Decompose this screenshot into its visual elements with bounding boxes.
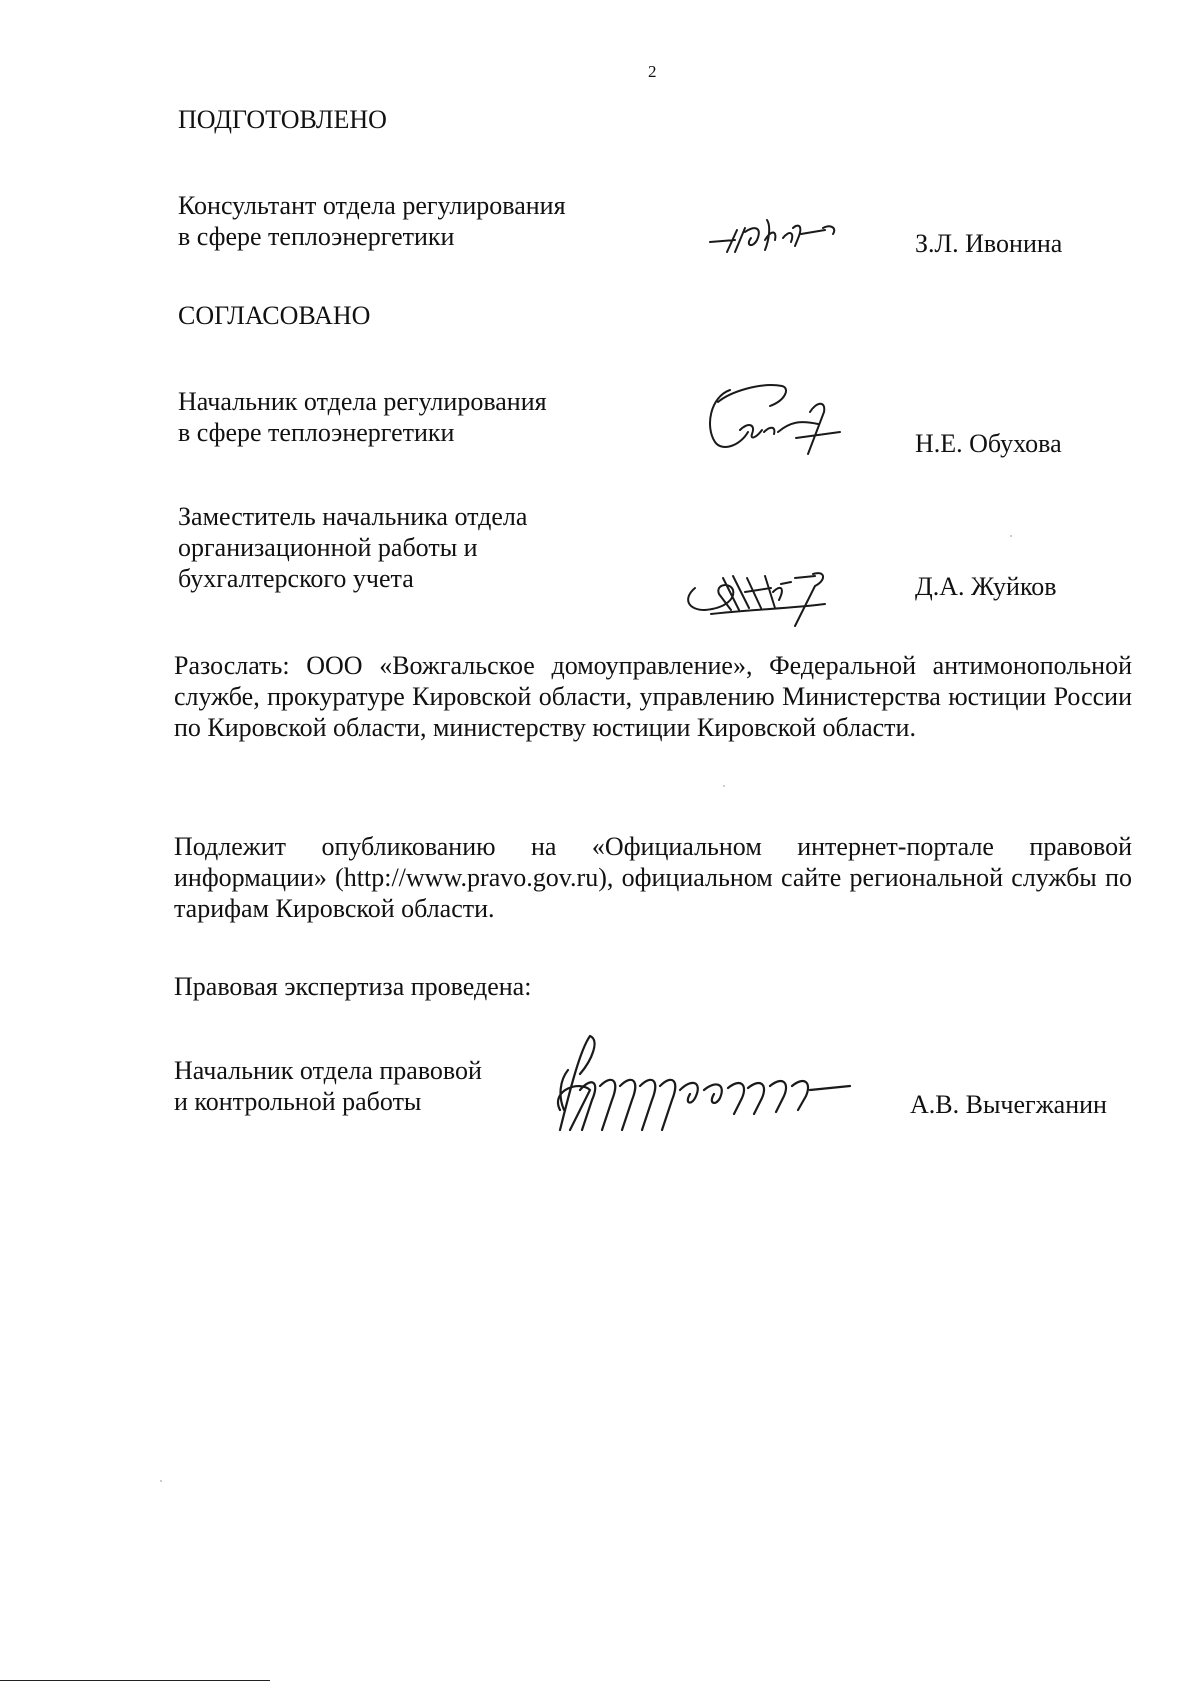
prepared-name: З.Л. Ивонина (915, 229, 1063, 258)
prepared-position-line1: Консультант отдела регулирования (178, 191, 566, 220)
legal-review-name: А.В. Вычегжанин (910, 1090, 1107, 1119)
legal-review-heading: Правовая экспертиза проведена: (174, 972, 532, 1001)
agreed-signer-1-line1: Начальник отдела регулирования (178, 387, 547, 416)
publication-paragraph: Подлежит опубликованию на «Официальном интернет-портале правовой информации» (http://www.pravo.gov.ru), официальном сайте региональной службы по тарифам Кировской области. (174, 832, 1132, 923)
signature-zhuykov (675, 548, 885, 628)
agreed-signer-1-name: Н.Е. Обухова (915, 429, 1062, 458)
agreed-signer-2-line1: Заместитель начальника отдела (178, 502, 528, 531)
legal-review-position-line1: Начальник отдела правовой (174, 1056, 482, 1085)
signature-ivonina (705, 200, 865, 260)
prepared-position (178, 190, 566, 252)
agreed-signer-1-position (178, 386, 547, 448)
scan-speck (1010, 535, 1012, 537)
agreed-signer-1-line2: в сфере теплоэнергетики (178, 418, 455, 447)
agreed-signer-2-position (178, 501, 527, 594)
agreed-signer-2-name: Д.А. Жуйков (915, 572, 1057, 601)
scan-speck (160, 1480, 162, 1482)
agreed-signer-2-line3: бухгалтерского учета (178, 564, 414, 593)
legal-review-position (174, 1055, 482, 1117)
legal-review-position-line2: и контрольной работы (174, 1087, 422, 1116)
signature-vychegzhanin (520, 1030, 900, 1140)
prepared-position-line2: в сфере теплоэнергетики (178, 222, 455, 251)
signature-obukhova (700, 372, 860, 462)
agreed-signer-2-line2: организационной работы и (178, 533, 478, 562)
agreed-heading: СОГЛАСОВАНО (178, 301, 371, 330)
distribution-paragraph: Разослать: ООО «Вожгальское домоуправление», Федеральной антимонопольной службе, прокуратуре Кировской области, управлению Министерства юстиции России по Кировской области, министерству юстиции Кировской области. (174, 651, 1132, 742)
footer-rule (0, 1680, 270, 1681)
prepared-heading: ПОДГОТОВЛЕНО (178, 105, 387, 134)
page-number: 2 (648, 62, 657, 81)
scan-speck (723, 785, 725, 787)
